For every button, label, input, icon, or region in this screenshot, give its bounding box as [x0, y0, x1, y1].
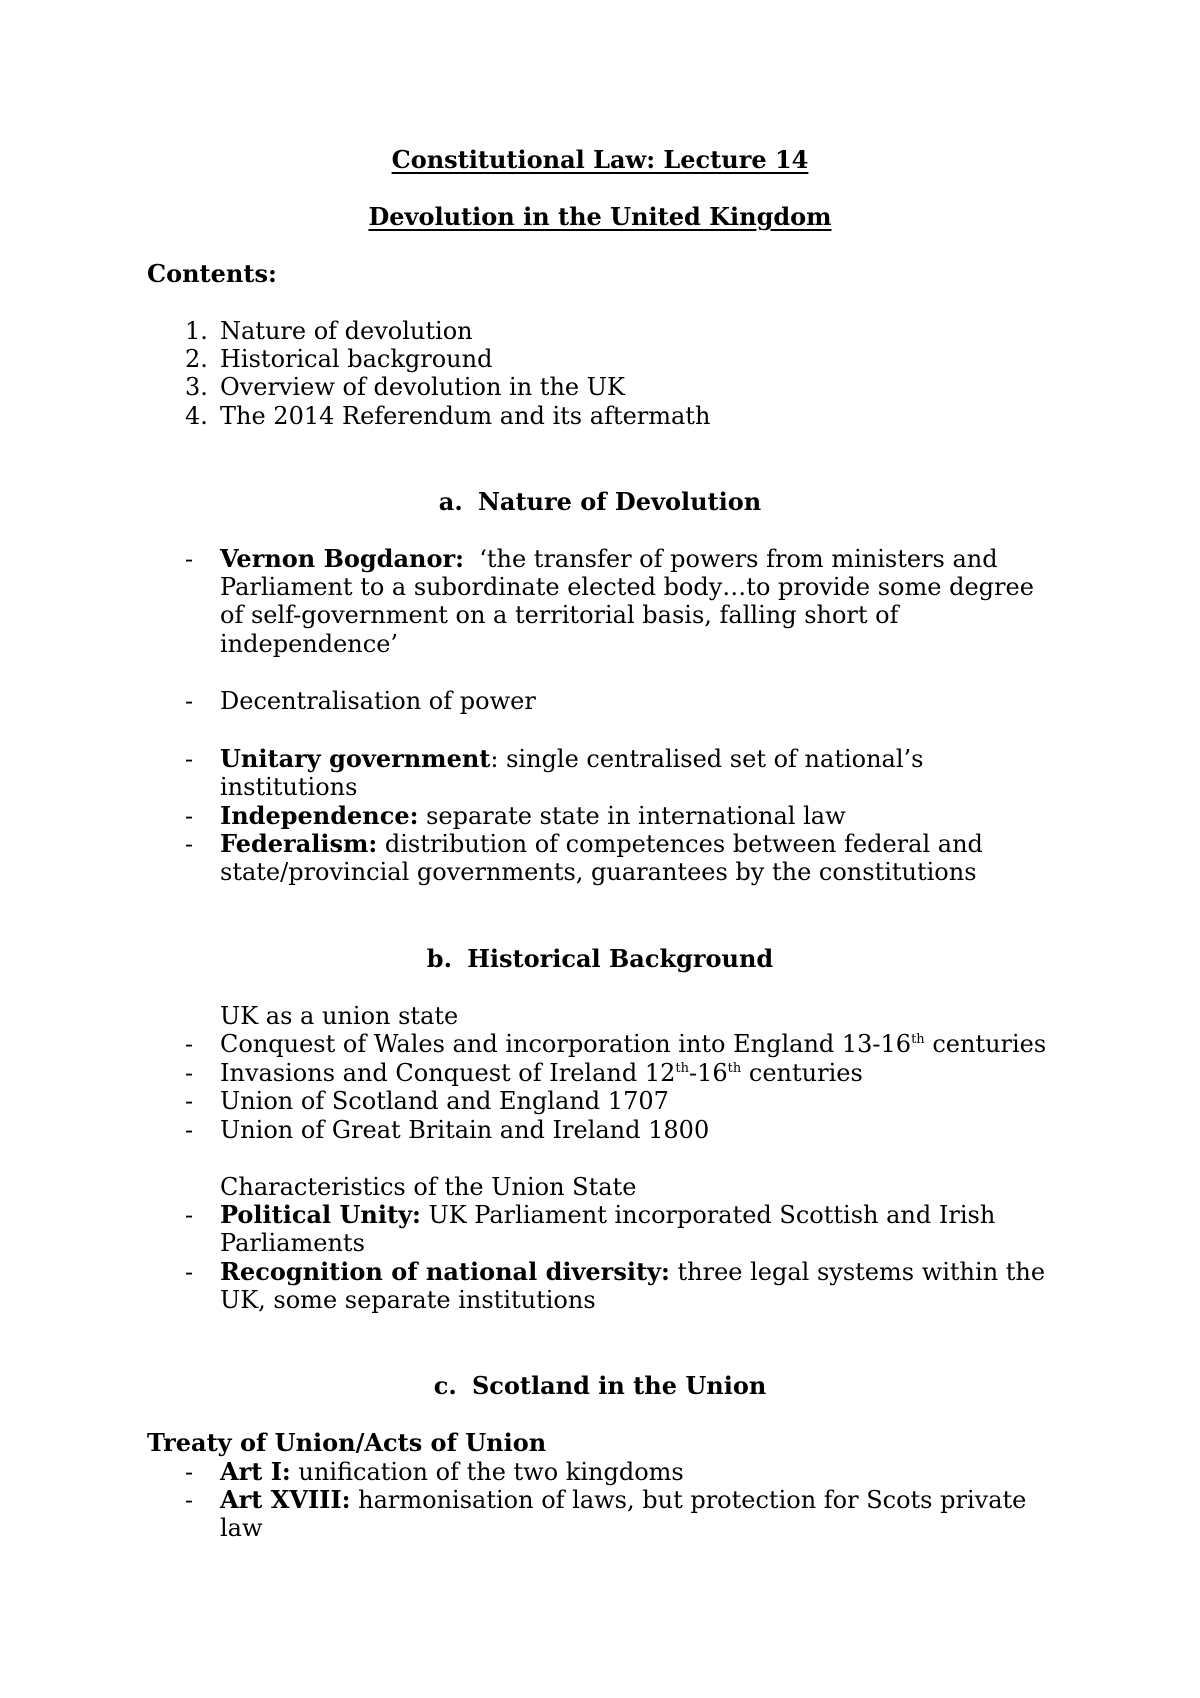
- treaty-heading: Treaty of Union/Acts of Union: [147, 1428, 547, 1457]
- bullet-marker: -: [185, 687, 194, 715]
- bullet-marker: -: [185, 1116, 194, 1144]
- independence-term: Independence:: [220, 801, 419, 830]
- bullet-marker: -: [185, 1087, 194, 1115]
- bullet-marker: -: [185, 745, 194, 773]
- bogdanor-line: of self-government on a territorial basis, falling short of: [220, 601, 899, 629]
- political-unity-item: Political Unity: UK Parliament incorporated Scottish and Irish: [220, 1200, 996, 1229]
- unitary-term: Unitary government: [220, 744, 491, 773]
- document-subtitle: Devolution in the United Kingdom: [368, 202, 832, 231]
- contents-item: Historical background: [220, 345, 493, 373]
- section-title: Scotland in the Union: [471, 1371, 767, 1400]
- bullet-marker: -: [185, 802, 194, 830]
- section-letter: b.: [426, 944, 452, 973]
- bogdanor-definition: Vernon Bogdanor: ‘the transfer of powers from ministers and: [220, 544, 998, 573]
- political-unity-term: Political Unity:: [220, 1200, 421, 1229]
- bullet-marker: -: [185, 1201, 194, 1229]
- art1-item: Art I: unification of the two kingdoms: [220, 1457, 684, 1486]
- bullet-marker: -: [185, 1258, 194, 1286]
- ireland-union-item: Union of Great Britain and Ireland 1800: [220, 1116, 710, 1144]
- political-unity-line: Parliaments: [220, 1229, 365, 1257]
- contents-item-number: 1.: [185, 317, 208, 345]
- wales-item: Conquest of Wales and incorporation into England 13-16th centuries: [220, 1030, 1047, 1058]
- section-letter: c.: [433, 1371, 457, 1400]
- union-state-label: UK as a union state: [220, 1002, 459, 1030]
- contents-item-number: 3.: [185, 373, 208, 401]
- art1-term: Art I:: [220, 1457, 291, 1486]
- bogdanor-line: Parliament to a subordinate elected body…to provide some degree: [220, 573, 1034, 601]
- diversity-item: Recognition of national diversity: three legal systems within the: [220, 1257, 1046, 1286]
- unitary-item: Unitary government: single centralised set of national’s: [220, 744, 924, 773]
- contents-item: The 2014 Referendum and its aftermath: [220, 402, 711, 430]
- ireland-item: Invasions and Conquest of Ireland 12th-16th centuries: [220, 1059, 863, 1087]
- bullet-marker: -: [185, 1486, 194, 1514]
- decentralisation-item: Decentralisation of power: [220, 687, 536, 715]
- section-letter: a.: [438, 487, 463, 516]
- contents-item: Nature of devolution: [220, 317, 473, 345]
- document-title: Constitutional Law: Lecture 14: [391, 145, 809, 174]
- diversity-line: UK, some separate institutions: [220, 1286, 596, 1314]
- bullet-marker: -: [185, 830, 194, 858]
- section-c-heading: [0, 1372, 1200, 1400]
- federalism-line: state/provincial governments, guarantees by the constitutions: [220, 858, 977, 886]
- contents-item: Overview of devolution in the UK: [220, 373, 625, 401]
- contents-heading: Contents:: [147, 259, 277, 288]
- federalism-term: Federalism:: [220, 829, 378, 858]
- contents-item-number: 2.: [185, 345, 208, 373]
- contents-item-number: 4.: [185, 402, 208, 430]
- section-a-heading: [0, 488, 1200, 516]
- bogdanor-term: Vernon Bogdanor:: [220, 544, 464, 573]
- bullet-marker: -: [185, 545, 194, 573]
- characteristics-label: Characteristics of the Union State: [220, 1173, 637, 1201]
- diversity-term: Recognition of national diversity:: [220, 1257, 670, 1286]
- art18-line: law: [220, 1514, 263, 1542]
- scotland-union-item: Union of Scotland and England 1707: [220, 1087, 669, 1115]
- bullet-marker: -: [185, 1059, 194, 1087]
- section-title: Nature of Devolution: [477, 487, 762, 516]
- independence-item: Independence: separate state in international law: [220, 801, 846, 830]
- bullet-marker: -: [185, 1458, 194, 1486]
- art18-term: Art XVIII:: [220, 1485, 351, 1514]
- bogdanor-line: independence’: [220, 630, 399, 658]
- section-b-heading: [0, 945, 1200, 973]
- bullet-marker: -: [185, 1030, 194, 1058]
- section-title: Historical Background: [467, 944, 774, 973]
- art18-item: Art XVIII: harmonisation of laws, but protection for Scots private: [220, 1485, 1027, 1514]
- federalism-item: Federalism: distribution of competences between federal and: [220, 829, 983, 858]
- unitary-line: institutions: [220, 773, 358, 801]
